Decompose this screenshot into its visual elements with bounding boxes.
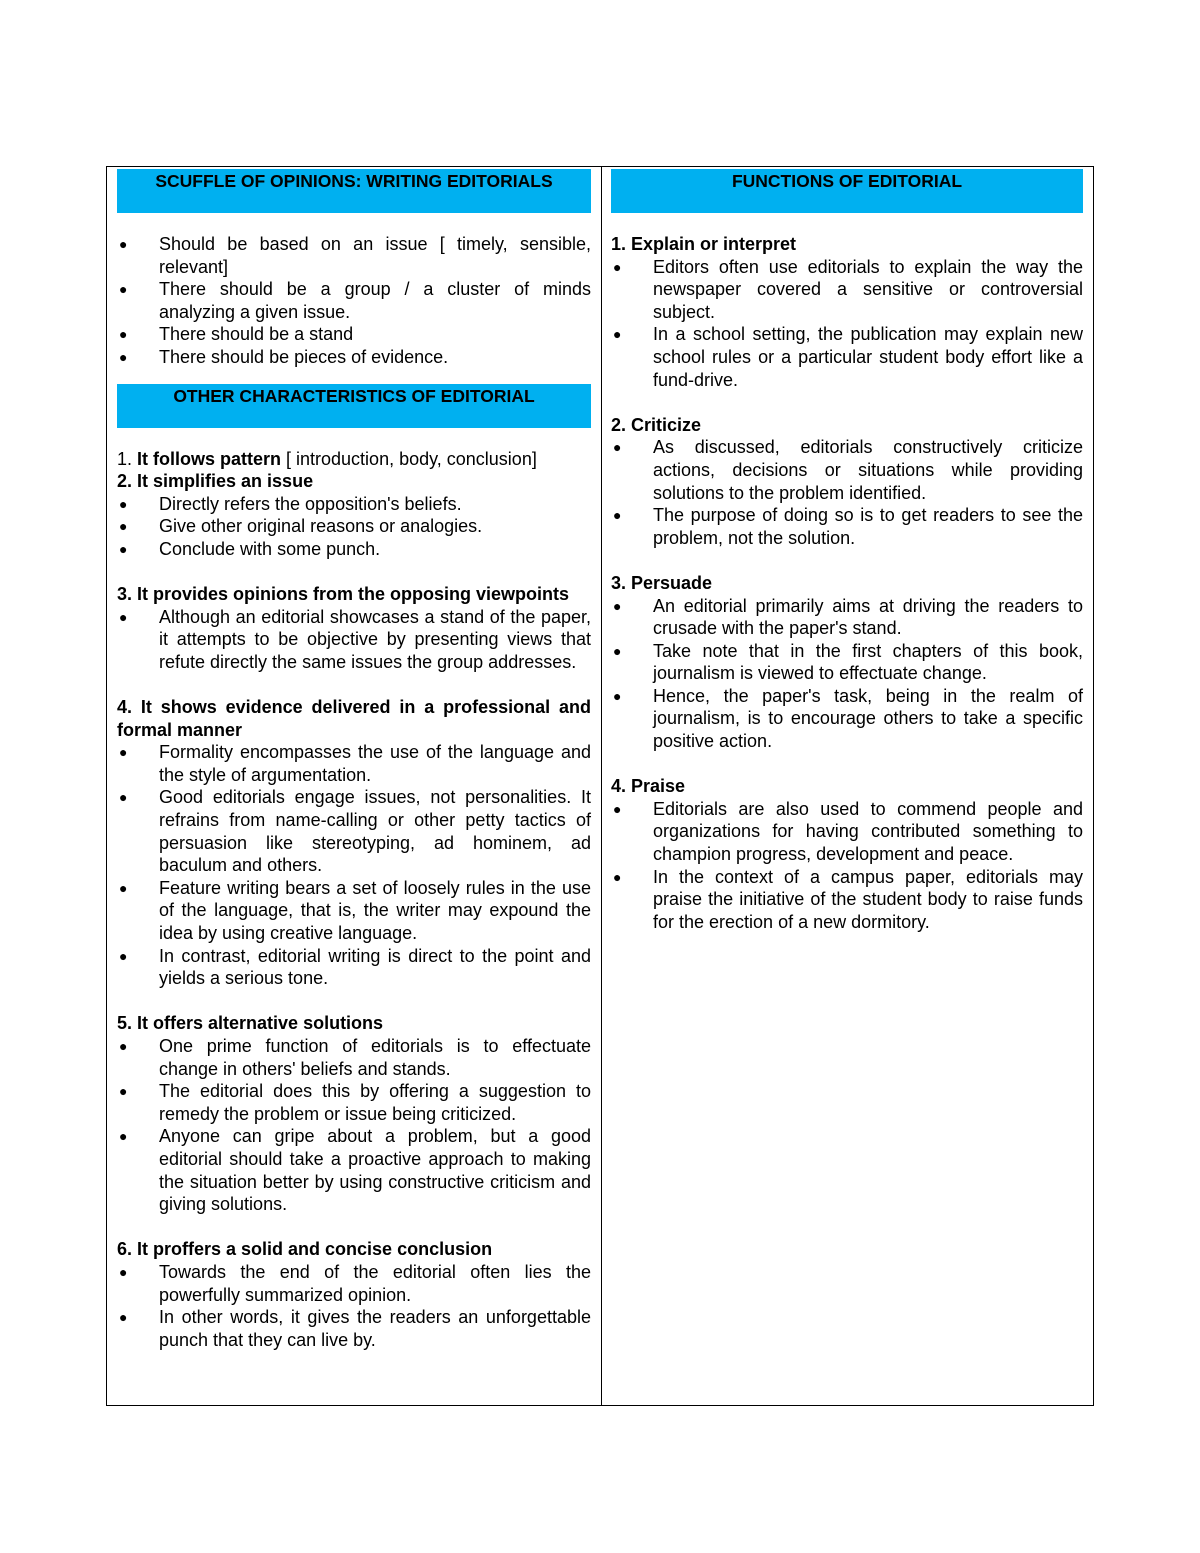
- list-item-text: Give other original reasons or analogies.: [159, 516, 483, 537]
- list-item-text: Although an editorial showcases a stand of the paper, it attempts to be objective by presenting views that refute directly the same issues the group addresses.: [159, 606, 591, 672]
- bullet-icon: ●: [613, 687, 622, 704]
- list-item: [117, 346, 591, 369]
- characteristic-3-heading: 3. It provides opinions from the opposing viewpoints: [117, 584, 570, 605]
- list-item: [611, 323, 1083, 391]
- list-item: [117, 786, 591, 876]
- list-item-text: Anyone can gripe about a problem, but a good editorial should take a proactive approach to making the situation better by using constructive criticism and giving solutions.: [159, 1126, 591, 1215]
- list-item-text: Conclude with some punch.: [159, 538, 381, 559]
- list-item: [117, 1080, 591, 1125]
- bullet-icon: ●: [613, 507, 622, 524]
- characteristic-4-list: [117, 741, 591, 990]
- list-item-text: Editors often use editorials to explain the way the newspaper covered a sensitive or controversial subject.: [653, 256, 1083, 322]
- bullet-icon: ●: [119, 1083, 128, 1100]
- characteristic-3-list: [117, 606, 591, 674]
- list-item-text: Feature writing bears a set of loosely rules in the use of the language, that is, the writer may expound the idea by using creative language.: [159, 877, 591, 944]
- list-item-text: In a school setting, the publication may explain new school rules or a particular student body effort like a fund-drive.: [653, 324, 1083, 390]
- bullet-icon: ●: [119, 281, 128, 298]
- bullet-icon: ●: [119, 518, 128, 535]
- list-item-text: In other words, it gives the readers an unforgettable punch that they can live by.: [159, 1307, 591, 1350]
- bullet-icon: ●: [613, 800, 622, 817]
- list-item-text: There should be a group / a cluster of minds analyzing a given issue.: [159, 279, 591, 322]
- list-item: [117, 515, 591, 538]
- list-item: [117, 1035, 591, 1080]
- intro-bullet-list: [117, 233, 591, 369]
- bullet-icon: ●: [613, 439, 622, 456]
- bullet-icon: ●: [613, 868, 622, 885]
- characteristic-2-heading: 2. It simplifies an issue: [117, 471, 314, 492]
- list-item: [117, 741, 591, 786]
- list-item-text: In the context of a campus paper, editorials may praise the initiative of the student body to raise funds for the erection of a new dormitory.: [653, 866, 1083, 932]
- function-4-heading: 4. Praise: [611, 776, 686, 797]
- list-item: [611, 595, 1083, 640]
- bullet-icon: ●: [119, 879, 128, 896]
- function-2-heading: 2. Criticize: [611, 414, 702, 435]
- list-item-text: In contrast, editorial writing is direct to the point and yields a serious tone.: [159, 945, 591, 989]
- list-item-text: Directly refers the opposition's beliefs.: [159, 493, 462, 514]
- characteristic-2-list: [117, 493, 591, 561]
- list-item: [117, 1125, 591, 1215]
- right-column: [602, 167, 1093, 1405]
- characteristic-4-heading: 4. It shows evidence delivered in a professional and formal manner: [117, 697, 591, 740]
- bullet-icon: ●: [613, 258, 622, 275]
- bullet-icon: ●: [119, 608, 128, 625]
- bullet-icon: ●: [119, 236, 128, 252]
- bullet-icon: ●: [119, 1309, 128, 1326]
- list-item-text: As discussed, editorials constructively criticize actions, decisions or situations while providing solutions to the problem identified.: [653, 437, 1083, 503]
- list-item: [611, 436, 1083, 504]
- characteristic-1: [117, 448, 591, 471]
- characteristic-1-number: 1.: [117, 448, 138, 469]
- bullet-icon: ●: [119, 326, 128, 343]
- list-item-text: One prime function of editorials is to effectuate change in others' beliefs and stands.: [159, 1036, 591, 1079]
- bullet-icon: ●: [119, 789, 128, 806]
- list-item-text: Formality encompasses the use of the language and the style of argumentation.: [159, 742, 591, 785]
- function-4-list: [611, 798, 1083, 934]
- bullet-icon: ●: [119, 348, 128, 365]
- list-item-text: An editorial primarily aims at driving the readers to crusade with the paper's stand.: [653, 595, 1083, 639]
- bullet-icon: ●: [119, 540, 128, 557]
- list-item-text: Hence, the paper's task, being in the realm of journalism, is to encourage others to take a specific positive action.: [653, 685, 1083, 752]
- left-column: [107, 167, 602, 1405]
- list-item-text: Good editorials engage issues, not personalities. It refrains from name-calling or other petty tactics of persuasion like stereotyping, ad hominem, ad baculum and others.: [159, 787, 591, 876]
- list-item: [117, 278, 591, 323]
- list-item-text: Editorials are also used to commend people and organizations for having contributed something to champion progress, development and peace.: [653, 798, 1083, 865]
- bullet-icon: ●: [613, 642, 622, 659]
- editorial-table: [106, 166, 1094, 1406]
- characteristic-6-heading: 6. It proffers a solid and concise conclusion: [117, 1239, 493, 1260]
- bullet-icon: ●: [119, 1263, 128, 1280]
- list-item: [117, 538, 591, 561]
- function-3-heading: 3. Persuade: [611, 572, 713, 593]
- bullet-icon: ●: [119, 947, 128, 964]
- bullet-icon: ●: [119, 1128, 128, 1145]
- characteristic-5-list: [117, 1035, 591, 1216]
- function-1-list: [611, 256, 1083, 392]
- list-item: [611, 640, 1083, 685]
- list-item-text: The editorial does this by offering a suggestion to remedy the problem or issue being criticized.: [159, 1081, 591, 1124]
- list-item: [117, 233, 591, 278]
- list-item-text: Towards the end of the editorial often lies the powerfully summarized opinion.: [159, 1261, 591, 1305]
- characteristic-1-detail: [ introduction, body, conclusion]: [281, 448, 537, 469]
- list-item: [117, 493, 591, 516]
- section-banner-characteristics: OTHER CHARACTERISTICS OF EDITORIAL: [117, 384, 591, 428]
- list-item-text: There should be a stand: [159, 324, 354, 345]
- function-2-list: [611, 436, 1083, 549]
- list-item: [611, 685, 1083, 753]
- function-1-heading: 1. Explain or interpret: [611, 234, 797, 254]
- list-item-text: Should be based on an issue [ timely, sensible, relevant]: [159, 234, 591, 277]
- list-item: [611, 798, 1083, 866]
- bullet-icon: ●: [613, 597, 622, 614]
- list-item: [117, 1261, 591, 1306]
- list-item: [611, 256, 1083, 324]
- bullet-icon: ●: [119, 744, 128, 761]
- list-item: [611, 866, 1083, 934]
- characteristic-6-list: [117, 1261, 591, 1351]
- section-banner-scuffle: SCUFFLE OF OPINIONS: WRITING EDITORIALS: [117, 169, 591, 213]
- list-item: [611, 504, 1083, 549]
- list-item: [117, 606, 591, 674]
- bullet-icon: ●: [119, 495, 128, 512]
- list-item-text: Take note that in the first chapters of this book, journalism is viewed to effectuate change.: [653, 640, 1083, 684]
- list-item-text: The purpose of doing so is to get readers to see the problem, not the solution.: [653, 505, 1083, 548]
- function-3-list: [611, 595, 1083, 753]
- characteristic-1-title: It follows pattern: [137, 448, 282, 469]
- bullet-icon: ●: [119, 1038, 128, 1054]
- bullet-icon: ●: [613, 326, 622, 343]
- list-item: [117, 1306, 591, 1351]
- list-item: [117, 323, 591, 346]
- list-item: [117, 945, 591, 990]
- section-banner-functions: FUNCTIONS OF EDITORIAL: [611, 169, 1083, 213]
- list-item-text: There should be pieces of evidence.: [159, 346, 449, 367]
- characteristic-5-heading: 5. It offers alternative solutions: [117, 1013, 384, 1034]
- list-item: [117, 877, 591, 945]
